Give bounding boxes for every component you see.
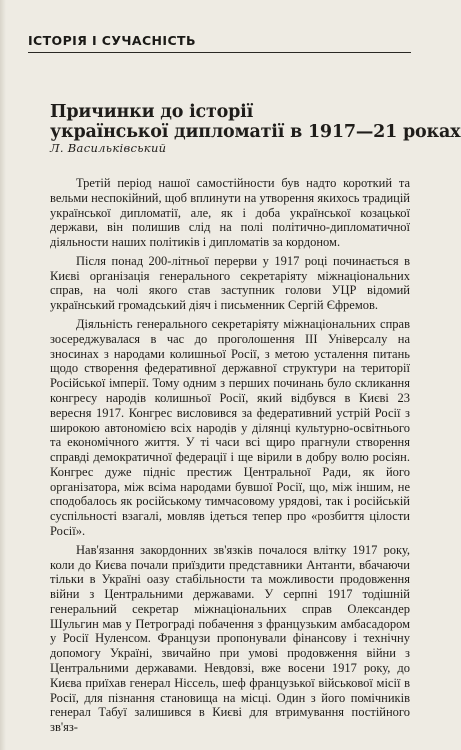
article-title	[50, 102, 461, 142]
paragraph: Діяльність генерального секретаріяту міжнаціональних справ зосереджувалася в час до проголошення III Універсалу на зносинах з народами колишньої Росії, з метою усталення питань щодо створення федеративної державної структури на території Російської імперії. Тому одним з перших починань було скликання конгресу народів колишньої Росії, який відбувся в Києві 23 вересня 1917. Конгрес висловився за федеративний устрій Росії з широкою автономією всіх народів у ділянці культурно-освітнього та економічного життя. У ті часи всі щиро прагнули створення справді демократичної федерації і ще вірили в добру волю росіян. Конгрес дуже підніс престиж Центральної Ради, як його організатора, між всіма народами бувшої Росії, що, між іншим, не сподобалось як російському тимчасовому урядові, так і російській суспільності взагалі, мовляв ідеться тепер про «розбиття цілости Росії».	[50, 317, 410, 538]
running-head: ІСТОРІЯ І СУЧАСНІСТЬ	[28, 33, 411, 53]
article-body	[50, 176, 410, 739]
paragraph: Нав'язання закордонних зв'язків почалося влітку 1917 року, коли до Києва почали приїздити представники Антанти, вбачаючи тільки в Україні оазу стабільности та можливости продовження війни з Центральними державами. У серпні 1917 тодішній генеральний секретар міжнаціональних справ Олександер Шульгин мав у Петрограді побачення з французьким амбасадором у Росії Нуленсом. Французи пропонували фінансову і технічну допомогу Україні, звичайно при умові продовження війни з Центральними державами. Невдовзі, вже восени 1917 року, до Києва приїхав генерал Ніссель, шеф французької військової місії в Росії, для пізнання становища на місці. Один з його помічників генерал Табуї залишився в Києві для втримування постійного зв'яз-	[50, 542, 410, 735]
page-edge	[0, 0, 6, 750]
paragraph: Третій період нашої самостійности був надто короткий та вельми неспокійний, щоб вплинути на утворення якихось традицій української дипломатії, але, як і доба української козацької держави, він полишив слід на полі політично-дипломатичної діяльности наших політиків і дипломатів за кордоном.	[50, 176, 410, 250]
article-title-line-2: української дипломатії в 1917—21 роках	[50, 122, 461, 142]
article-author: Л. Васильківський	[50, 141, 167, 155]
paragraph: Після понад 200-літньої перерви у 1917 році починається в Києві організація генерального секретаріяту міжнаціональних справ, на чолі якого став заступник голови УЦР відомий український громадський діяч і письменник Сергій Єфремов.	[50, 253, 410, 313]
article-title-line-1: Причинки до історії	[50, 102, 254, 122]
